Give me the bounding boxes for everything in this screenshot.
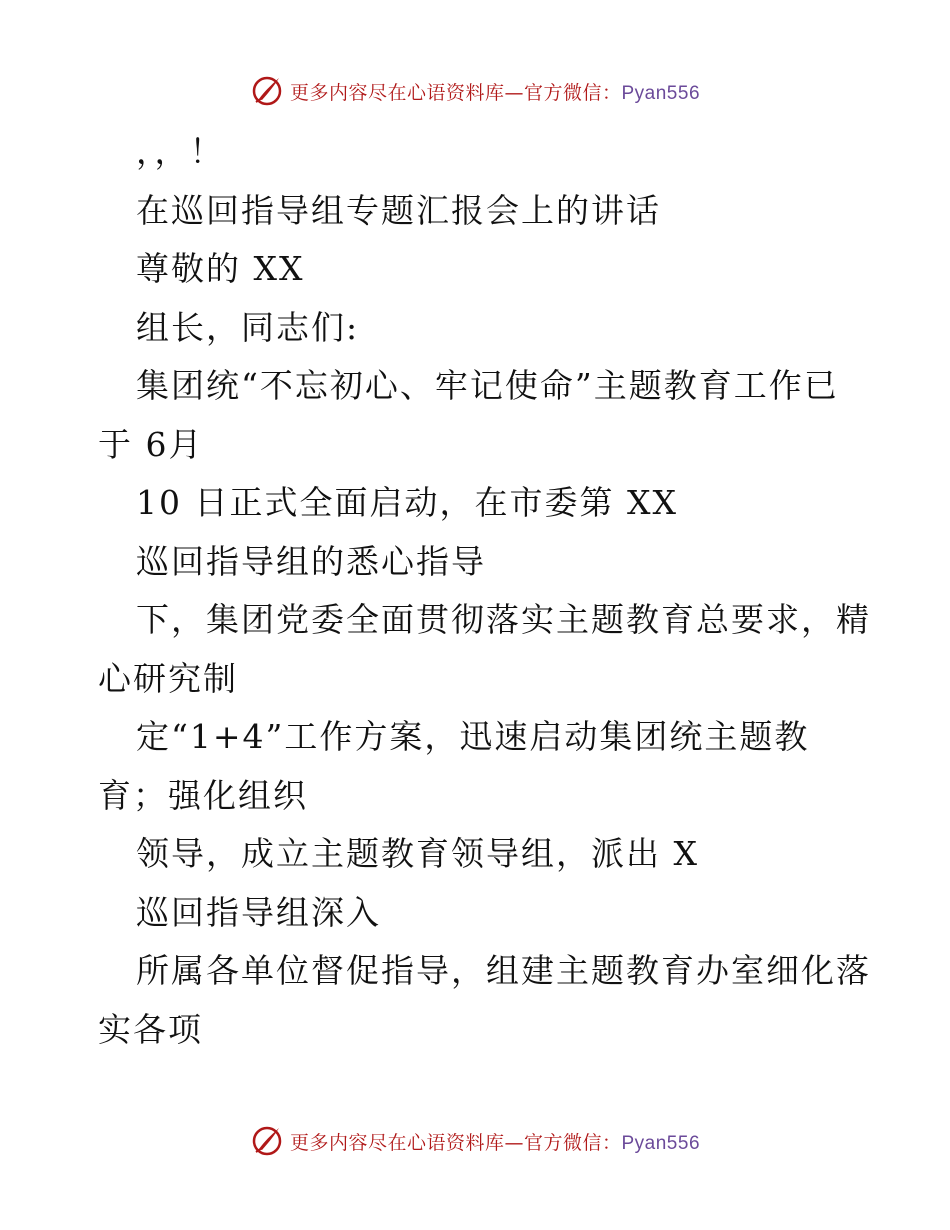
document-line: 集团统“不忘初心、牢记使命”主题教育工作已 bbox=[136, 366, 839, 405]
watermark-text: 更多内容尽在心语资料库—官方微信： bbox=[289, 1131, 622, 1154]
header-watermark bbox=[0, 71, 950, 111]
watermark-wechat-id: Pyan556 bbox=[621, 1132, 701, 1154]
document-line: 尊敬的 XX bbox=[136, 249, 305, 288]
watermark-text: 更多内容尽在心语资料库—官方微信： bbox=[289, 81, 622, 104]
document-title: 在巡回指导组专题汇报会上的讲话 bbox=[136, 190, 661, 230]
watermark-wechat-id: Pyan556 bbox=[621, 82, 701, 104]
document-line: 10 日正式全面启动，在市委第 XX bbox=[136, 483, 678, 522]
document-line: 组长，同志们: bbox=[136, 307, 360, 347]
document-line: 育；强化组织 bbox=[98, 775, 308, 815]
document-line: 巡回指导组深入 bbox=[136, 892, 381, 932]
document-line: 于 6月 bbox=[98, 424, 204, 464]
watermark-label bbox=[290, 78, 700, 105]
quill-logo-icon bbox=[250, 74, 284, 108]
document-line: ，，！ bbox=[136, 132, 225, 171]
document-line: 实各项 bbox=[98, 1009, 203, 1049]
document-line: 定“1+4”工作方案，迅速启动集团统主题教 bbox=[136, 717, 810, 756]
footer-watermark bbox=[0, 1121, 950, 1161]
document-body bbox=[0, 123, 950, 1059]
quill-logo-icon bbox=[250, 1124, 284, 1158]
document-line: 心研究制 bbox=[98, 658, 238, 698]
document-line: 领导，成立主题教育领导组，派出 X bbox=[136, 834, 699, 873]
document-line: 巡回指导组的悉心指导 bbox=[136, 541, 486, 581]
document-line: 所属各单位督促指导，组建主题教育办室细化落 bbox=[136, 951, 871, 990]
watermark-label bbox=[290, 1128, 700, 1155]
document-line: 下，集团党委全面贯彻落实主题教育总要求，精 bbox=[136, 600, 871, 639]
